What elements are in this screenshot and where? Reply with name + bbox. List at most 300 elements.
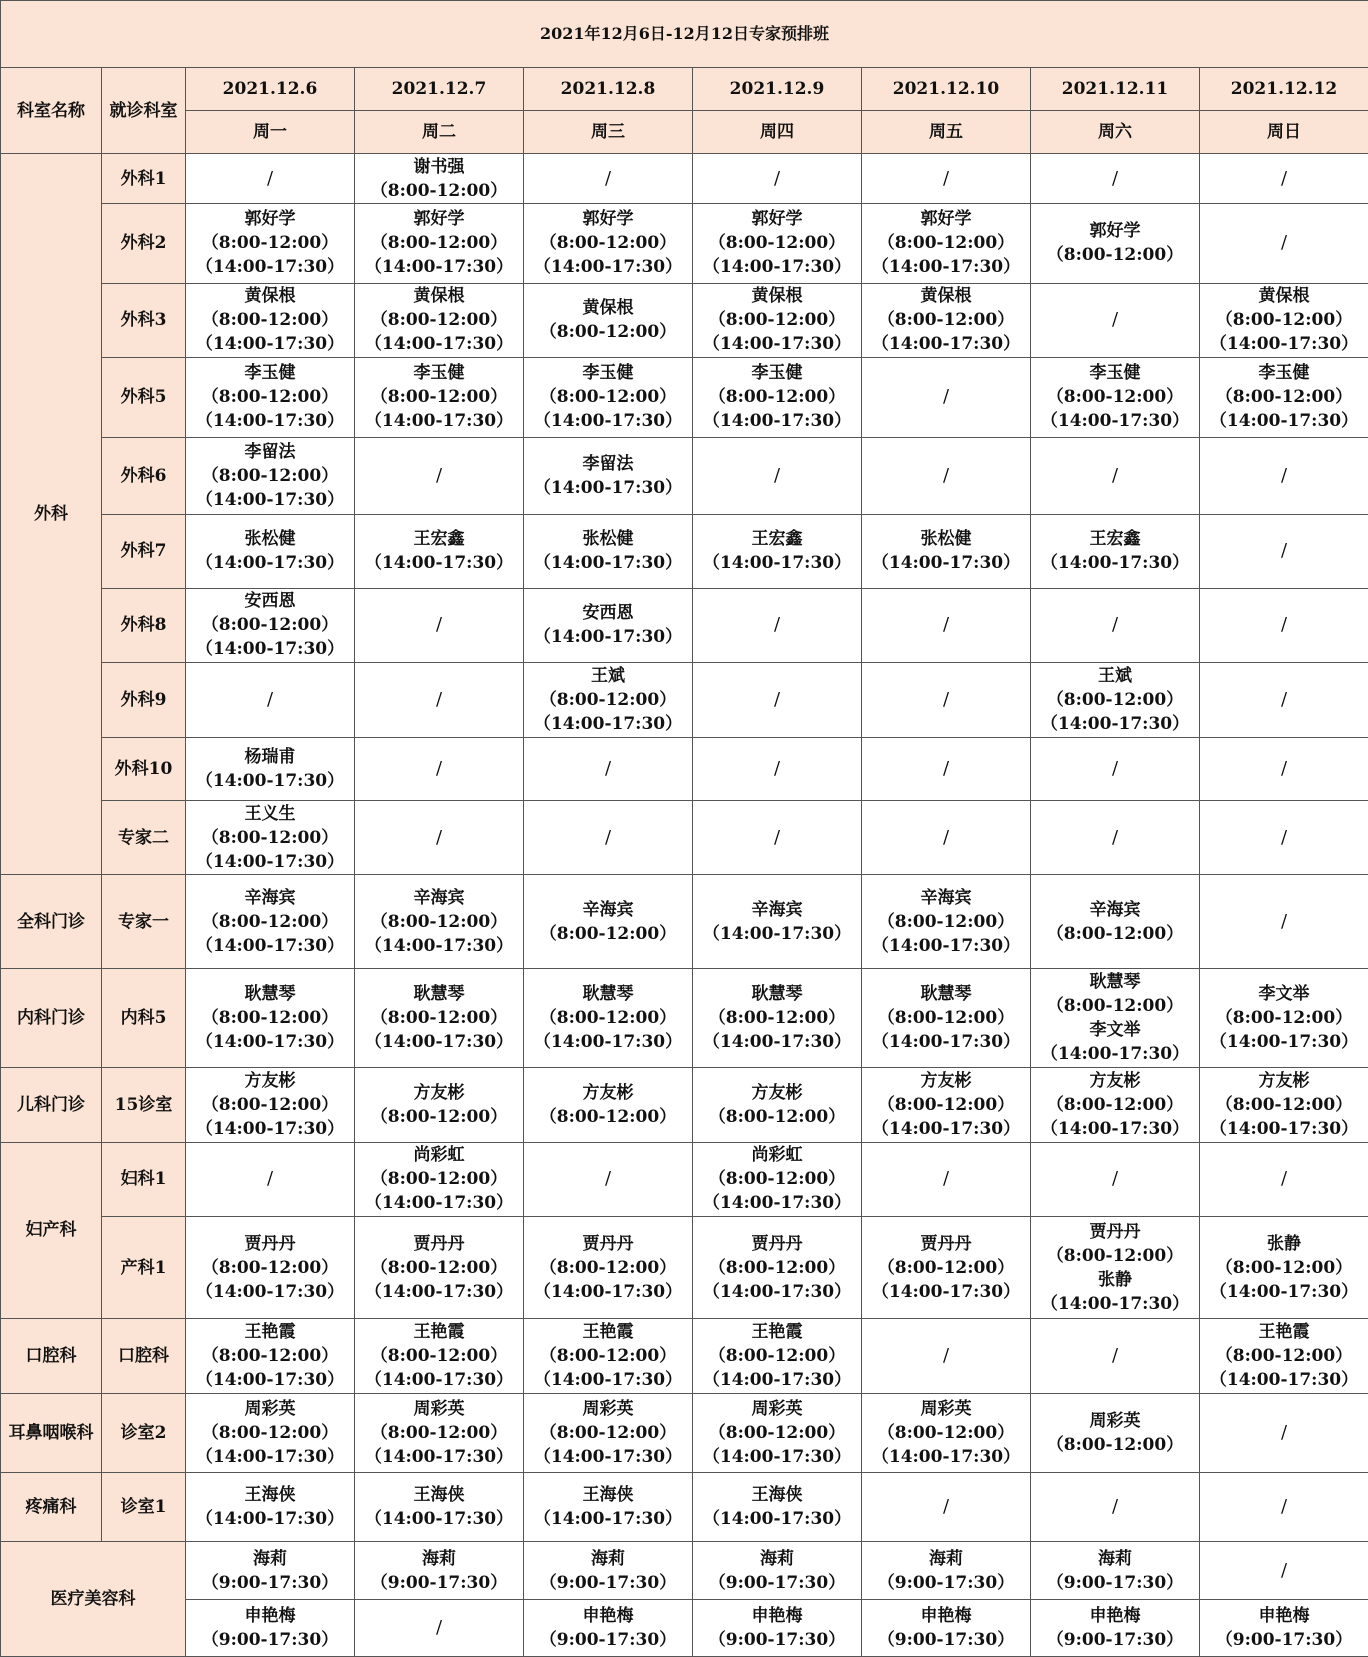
schedule-cell [862, 1473, 1031, 1542]
doctor-name: 辛海宾 [582, 899, 634, 920]
shift-time: （8:00-12:00） [539, 233, 677, 254]
department-name: 妇产科 [1, 1142, 102, 1319]
no-shift-mark: / [1280, 910, 1288, 932]
shift-time: （8:00-12:00） [1215, 1008, 1353, 1029]
doctor-name: 安西恩 [582, 603, 634, 624]
shift-time: （14:00-17:30） [871, 1118, 1021, 1139]
shift-time: （8:00-12:00） [201, 1257, 339, 1278]
schedule-cell [524, 1599, 693, 1656]
schedule-row [1, 515, 1368, 588]
shift-time: （14:00-17:30） [195, 1369, 345, 1390]
no-shift-mark: / [1111, 1168, 1119, 1190]
schedule-cell [862, 358, 1031, 438]
doctor-name: 耿慧琴 [413, 984, 465, 1005]
shift-time: （8:00-12:00） [877, 1094, 1015, 1115]
no-shift-mark: / [942, 1168, 950, 1190]
schedule-row [1, 588, 1368, 662]
schedule-cell [355, 358, 524, 438]
schedule-cell [524, 800, 693, 874]
schedule-cell [355, 1142, 524, 1216]
clinic-name: 口腔科 [102, 1319, 186, 1393]
shift-time: （14:00-17:30） [364, 1446, 514, 1467]
schedule-cell [355, 969, 524, 1068]
no-shift-mark: / [773, 464, 781, 486]
schedule-cell [186, 1217, 355, 1319]
doctor-name: 黄保根 [1258, 286, 1310, 307]
clinic-name: 外科8 [102, 588, 186, 662]
shift-time: （14:00-17:30） [1209, 1369, 1359, 1390]
schedule-cell [1200, 1542, 1368, 1599]
no-shift-mark: / [1111, 464, 1119, 486]
shift-time: （9:00-17:30） [370, 1572, 508, 1593]
shift-time: （8:00-12:00） [877, 1257, 1015, 1278]
shift-time: （14:00-17:30） [702, 1193, 852, 1214]
doctor-name: 贾丹丹 [1089, 1221, 1141, 1242]
shift-time: （14:00-17:30） [702, 257, 852, 278]
no-shift-mark: / [604, 757, 612, 779]
no-shift-mark: / [942, 386, 950, 408]
shift-time: （8:00-12:00） [539, 322, 677, 343]
shift-time: （8:00-12:00） [708, 233, 846, 254]
doctor-name: 方友彬 [751, 1082, 803, 1103]
schedule-cell [355, 437, 524, 515]
doctor-name: 耿慧琴 [920, 984, 972, 1005]
schedule-cell [1200, 800, 1368, 874]
shift-time: （8:00-12:00） [1046, 1094, 1184, 1115]
schedule-cell [355, 1542, 524, 1599]
shift-time: （8:00-12:00） [201, 1094, 339, 1115]
shift-time: （8:00-12:00） [708, 1169, 846, 1190]
schedule-cell [524, 1393, 693, 1473]
shift-time: （9:00-17:30） [877, 1572, 1015, 1593]
doctor-name: 王义生 [244, 803, 296, 824]
shift-time: （14:00-17:30） [1040, 1293, 1190, 1314]
no-shift-mark: / [604, 1168, 612, 1190]
schedule-row [1, 204, 1368, 284]
schedule-cell [862, 875, 1031, 969]
shift-time: （8:00-12:00） [201, 911, 339, 932]
schedule-cell [1200, 358, 1368, 438]
schedule-cell [1031, 283, 1200, 357]
department-name: 耳鼻咽喉科 [1, 1393, 102, 1473]
shift-time: （8:00-12:00） [708, 1008, 846, 1029]
schedule-row [1, 1142, 1368, 1216]
shift-time: （14:00-17:30） [364, 935, 514, 956]
schedule-cell [862, 1217, 1031, 1319]
schedule-cell [693, 283, 862, 357]
schedule-cell [186, 154, 355, 204]
no-shift-mark: / [1111, 309, 1119, 331]
schedule-cell [693, 1217, 862, 1319]
schedule-cell [186, 737, 355, 800]
doctor-name: 李留法 [244, 441, 296, 462]
schedule-cell [524, 875, 693, 969]
shift-time: （14:00-17:30） [195, 1446, 345, 1467]
schedule-cell [186, 875, 355, 969]
schedule-cell [1200, 515, 1368, 588]
shift-time: （8:00-12:00） [1046, 245, 1184, 266]
no-shift-mark: / [435, 826, 443, 848]
schedule-cell [1200, 663, 1368, 737]
shift-time: （14:00-17:30） [1209, 1118, 1359, 1139]
schedule-row [1, 154, 1368, 204]
no-shift-mark: / [435, 1616, 443, 1638]
schedule-cell [524, 969, 693, 1068]
schedule-cell [186, 1393, 355, 1473]
shift-time: （8:00-12:00） [1046, 689, 1184, 710]
doctor-name: 辛海宾 [413, 887, 465, 908]
schedule-cell [1031, 1142, 1200, 1216]
date-header: 2021.12.6 [186, 68, 355, 111]
doctor-name: 周彩英 [920, 1398, 972, 1419]
schedule-cell [693, 875, 862, 969]
shift-time: （14:00-17:30） [195, 553, 345, 574]
schedule-cell [693, 1473, 862, 1542]
shift-time: （14:00-17:30） [195, 1032, 345, 1053]
shift-time: （8:00-12:00） [877, 1422, 1015, 1443]
doctor-name: 王宏鑫 [751, 529, 803, 550]
schedule-cell [355, 663, 524, 737]
shift-time: （8:00-12:00） [201, 1422, 339, 1443]
doctor-name: 申艳梅 [751, 1605, 803, 1626]
shift-time: （8:00-12:00） [370, 387, 508, 408]
schedule-cell [693, 663, 862, 737]
shift-time: （8:00-12:00） [1215, 387, 1353, 408]
schedule-cell [693, 1542, 862, 1599]
schedule-row [1, 358, 1368, 438]
doctor-name: 尚彩虹 [413, 1145, 465, 1166]
no-shift-mark: / [773, 688, 781, 710]
schedule-cell [186, 204, 355, 284]
no-shift-mark: / [1280, 826, 1288, 848]
schedule-row [1, 1599, 1368, 1656]
department-name: 内科门诊 [1, 969, 102, 1068]
no-shift-mark: / [1280, 1559, 1288, 1581]
no-shift-mark: / [1111, 1344, 1119, 1366]
doctor-name: 海莉 [929, 1548, 963, 1569]
doctor-name: 尚彩虹 [751, 1145, 803, 1166]
schedule-cell [355, 800, 524, 874]
schedule-cell [1031, 663, 1200, 737]
date-header: 2021.12.12 [1200, 68, 1368, 111]
schedule-cell [355, 283, 524, 357]
schedule-cell [1200, 437, 1368, 515]
department-name: 口腔科 [1, 1319, 102, 1393]
shift-time: （14:00-17:30） [871, 553, 1021, 574]
doctor-name: 王海侠 [582, 1485, 634, 1506]
shift-time: （8:00-12:00） [370, 1169, 508, 1190]
no-shift-mark: / [942, 1496, 950, 1518]
no-shift-mark: / [942, 688, 950, 710]
shift-time: （8:00-12:00） [877, 911, 1015, 932]
shift-time: （14:00-17:30） [195, 851, 345, 872]
schedule-cell [862, 437, 1031, 515]
no-shift-mark: / [942, 757, 950, 779]
shift-time: （14:00-17:30） [702, 1509, 852, 1530]
schedule-cell [524, 1319, 693, 1393]
doctor-name: 李玉健 [1258, 363, 1310, 384]
shift-time: （8:00-12:00） [1215, 1257, 1353, 1278]
shift-time: （8:00-12:00） [201, 827, 339, 848]
schedule-cell [693, 1319, 862, 1393]
shift-time: （8:00-12:00） [1046, 923, 1184, 944]
doctor-name: 张松健 [244, 529, 296, 550]
schedule-cell [524, 515, 693, 588]
doctor-name: 张松健 [920, 529, 972, 550]
doctor-name: 贾丹丹 [920, 1233, 972, 1254]
schedule-cell [862, 154, 1031, 204]
schedule-row [1, 969, 1368, 1068]
shift-time: （8:00-12:00） [1046, 387, 1184, 408]
clinic-name: 外科10 [102, 737, 186, 800]
shift-time: （14:00-17:30） [1040, 1044, 1190, 1065]
doctor-name: 辛海宾 [244, 887, 296, 908]
schedule-cell [1031, 437, 1200, 515]
no-shift-mark: / [435, 688, 443, 710]
shift-time: （8:00-12:00） [539, 387, 677, 408]
shift-time: （14:00-17:30） [195, 334, 345, 355]
shift-time: （8:00-12:00） [708, 1422, 846, 1443]
no-shift-mark: / [266, 1168, 274, 1190]
doctor-name: 周彩英 [1089, 1410, 1141, 1431]
schedule-cell [693, 358, 862, 438]
schedule-row [1, 1473, 1368, 1542]
schedule-cell [693, 204, 862, 284]
schedule-cell [693, 1142, 862, 1216]
shift-time: （8:00-12:00） [201, 1345, 339, 1366]
date-header: 2021.12.9 [693, 68, 862, 111]
schedule-cell [524, 1217, 693, 1319]
doctor-name: 申艳梅 [1089, 1605, 1141, 1626]
schedule-cell [1031, 515, 1200, 588]
doctor-name: 谢书强 [413, 156, 465, 177]
no-shift-mark: / [1111, 757, 1119, 779]
shift-time: （14:00-17:30） [533, 1446, 683, 1467]
shift-time: （9:00-17:30） [877, 1629, 1015, 1650]
doctor-name: 方友彬 [244, 1070, 296, 1091]
schedule-row [1, 1319, 1368, 1393]
schedule-cell [186, 283, 355, 357]
doctor-name: 张静 [1267, 1233, 1301, 1254]
doctor-name: 王斌 [591, 665, 625, 686]
date-header: 2021.12.10 [862, 68, 1031, 111]
shift-time: （8:00-12:00） [708, 1345, 846, 1366]
shift-time: （14:00-17:30） [364, 1509, 514, 1530]
shift-time: （8:00-12:00） [539, 689, 677, 710]
schedule-cell [1200, 1217, 1368, 1319]
date-header: 2021.12.7 [355, 68, 524, 111]
schedule-cell [693, 737, 862, 800]
shift-time: （14:00-17:30） [871, 1446, 1021, 1467]
no-shift-mark: / [1280, 688, 1288, 710]
shift-time: （14:00-17:30） [533, 411, 683, 432]
schedule-cell [186, 358, 355, 438]
no-shift-mark: / [773, 614, 781, 636]
doctor-name: 李玉健 [751, 363, 803, 384]
clinic-name: 外科6 [102, 437, 186, 515]
doctor-name: 郭好学 [751, 209, 803, 230]
schedule-cell [355, 1599, 524, 1656]
doctor-name: 王宏鑫 [1089, 529, 1141, 550]
schedule-cell [1031, 588, 1200, 662]
schedule-cell [1031, 875, 1200, 969]
doctor-name: 王斌 [1098, 665, 1132, 686]
clinic-name: 妇科1 [102, 1142, 186, 1216]
doctor-name: 贾丹丹 [244, 1233, 296, 1254]
shift-time: （14:00-17:30） [702, 1281, 852, 1302]
shift-time: （14:00-17:30） [533, 1281, 683, 1302]
shift-time: （14:00-17:30） [1209, 334, 1359, 355]
shift-time: （14:00-17:30） [1209, 411, 1359, 432]
no-shift-mark: / [266, 688, 274, 710]
doctor-name: 张松健 [582, 529, 634, 550]
schedule-cell [693, 437, 862, 515]
no-shift-mark: / [1280, 1496, 1288, 1518]
schedule-cell [1031, 1217, 1200, 1319]
shift-time: （8:00-12:00） [539, 1422, 677, 1443]
schedule-cell [186, 515, 355, 588]
schedule-cell [1031, 737, 1200, 800]
doctor-name: 王艳霞 [751, 1321, 803, 1342]
shift-time: （14:00-17:30） [702, 1446, 852, 1467]
shift-time: （14:00-17:30） [702, 411, 852, 432]
shift-time: （14:00-17:30） [364, 1369, 514, 1390]
schedule-cell [1031, 204, 1200, 284]
doctor-name: 耿慧琴 [582, 984, 634, 1005]
no-shift-mark: / [773, 757, 781, 779]
clinic-name: 诊室2 [102, 1393, 186, 1473]
doctor-name: 贾丹丹 [751, 1233, 803, 1254]
no-shift-mark: / [604, 826, 612, 848]
schedule-cell [693, 1068, 862, 1142]
shift-time: （14:00-17:30） [702, 553, 852, 574]
schedule-cell [524, 437, 693, 515]
doctor-name: 王海侠 [751, 1485, 803, 1506]
doctor-name: 李玉健 [582, 363, 634, 384]
schedule-cell [862, 283, 1031, 357]
doctor-name: 海莉 [760, 1548, 794, 1569]
department-name: 全科门诊 [1, 875, 102, 969]
shift-time: （14:00-17:30） [702, 334, 852, 355]
schedule-cell [186, 1319, 355, 1393]
doctor-name: 郭好学 [920, 209, 972, 230]
schedule-cell [186, 663, 355, 737]
doctor-name: 辛海宾 [920, 887, 972, 908]
shift-time: （14:00-17:30） [195, 1281, 345, 1302]
schedule-cell [693, 1393, 862, 1473]
schedule-cell [355, 1319, 524, 1393]
schedule-title: 2021年12月6日-12月12日专家预排班 [1, 1, 1368, 68]
schedule-cell [1200, 204, 1368, 284]
doctor-name: 方友彬 [582, 1082, 634, 1103]
shift-time: （14:00-17:30） [1040, 713, 1190, 734]
doctor-name: 王艳霞 [413, 1321, 465, 1342]
doctor-name: 郭好学 [244, 209, 296, 230]
schedule-cell [862, 969, 1031, 1068]
schedule-cell [355, 204, 524, 284]
schedule-cell [355, 515, 524, 588]
shift-time: （8:00-12:00） [1046, 1434, 1184, 1455]
doctor-name: 贾丹丹 [413, 1233, 465, 1254]
doctor-name: 辛海宾 [751, 899, 803, 920]
department-name: 疼痛科 [1, 1473, 102, 1542]
no-shift-mark: / [435, 464, 443, 486]
doctor-name: 海莉 [591, 1548, 625, 1569]
no-shift-mark: / [1111, 167, 1119, 189]
shift-time: （8:00-12:00） [539, 1257, 677, 1278]
schedule-cell [1031, 358, 1200, 438]
date-header: 2021.12.11 [1031, 68, 1200, 111]
schedule-cell [186, 800, 355, 874]
shift-time: （14:00-17:30） [1040, 553, 1190, 574]
shift-time: （8:00-12:00） [539, 1008, 677, 1029]
shift-time: （14:00-17:30） [364, 411, 514, 432]
schedule-cell [862, 737, 1031, 800]
doctor-name: 王艳霞 [244, 1321, 296, 1342]
schedule-cell [186, 437, 355, 515]
no-shift-mark: / [773, 826, 781, 848]
shift-time: （14:00-17:30） [195, 411, 345, 432]
schedule-cell [862, 800, 1031, 874]
shift-time: （14:00-17:30） [195, 935, 345, 956]
no-shift-mark: / [1280, 540, 1288, 562]
shift-time: （8:00-12:00） [539, 1345, 677, 1366]
doctor-name: 李玉健 [244, 363, 296, 384]
doctor-name: 辛海宾 [1089, 899, 1141, 920]
doctor-name: 王艳霞 [1258, 1321, 1310, 1342]
no-shift-mark: / [942, 464, 950, 486]
schedule-row [1, 437, 1368, 515]
weekday-header: 周三 [524, 111, 693, 154]
schedule-cell [524, 1068, 693, 1142]
date-header: 2021.12.8 [524, 68, 693, 111]
no-shift-mark: / [1280, 757, 1288, 779]
schedule-cell [1031, 1599, 1200, 1656]
no-shift-mark: / [942, 1344, 950, 1366]
doctor-name: 耿慧琴 [1089, 972, 1141, 993]
shift-time: （14:00-17:30） [702, 1032, 852, 1053]
schedule-cell [862, 1319, 1031, 1393]
shift-time: （14:00-17:30） [195, 1118, 345, 1139]
schedule-row [1, 1393, 1368, 1473]
doctor-name: 周彩英 [244, 1398, 296, 1419]
clinic-name: 15诊室 [102, 1068, 186, 1142]
schedule-cell [524, 1142, 693, 1216]
clinic-name: 外科2 [102, 204, 186, 284]
doctor-name: 贾丹丹 [582, 1233, 634, 1254]
doctor-name: 李文举 [1258, 984, 1310, 1005]
shift-time: （14:00-17:30） [702, 1369, 852, 1390]
shift-time: （8:00-12:00） [370, 233, 508, 254]
clinic-name: 外科3 [102, 283, 186, 357]
doctor-name: 方友彬 [920, 1070, 972, 1091]
doctor-name: 申艳梅 [1258, 1605, 1310, 1626]
clinic-name: 产科1 [102, 1217, 186, 1319]
shift-time: （8:00-12:00） [877, 310, 1015, 331]
shift-time: （8:00-12:00） [201, 387, 339, 408]
schedule-cell [1200, 1473, 1368, 1542]
schedule-cell [1031, 1319, 1200, 1393]
schedule-cell [1200, 875, 1368, 969]
schedule-cell [1200, 1599, 1368, 1656]
shift-time: （14:00-17:30） [195, 639, 345, 660]
shift-time: （8:00-12:00） [1215, 1094, 1353, 1115]
no-shift-mark: / [1280, 1168, 1288, 1190]
doctor-name: 周彩英 [582, 1398, 634, 1419]
schedule-cell [355, 1473, 524, 1542]
clinic-name: 诊室1 [102, 1473, 186, 1542]
schedule-cell [693, 969, 862, 1068]
